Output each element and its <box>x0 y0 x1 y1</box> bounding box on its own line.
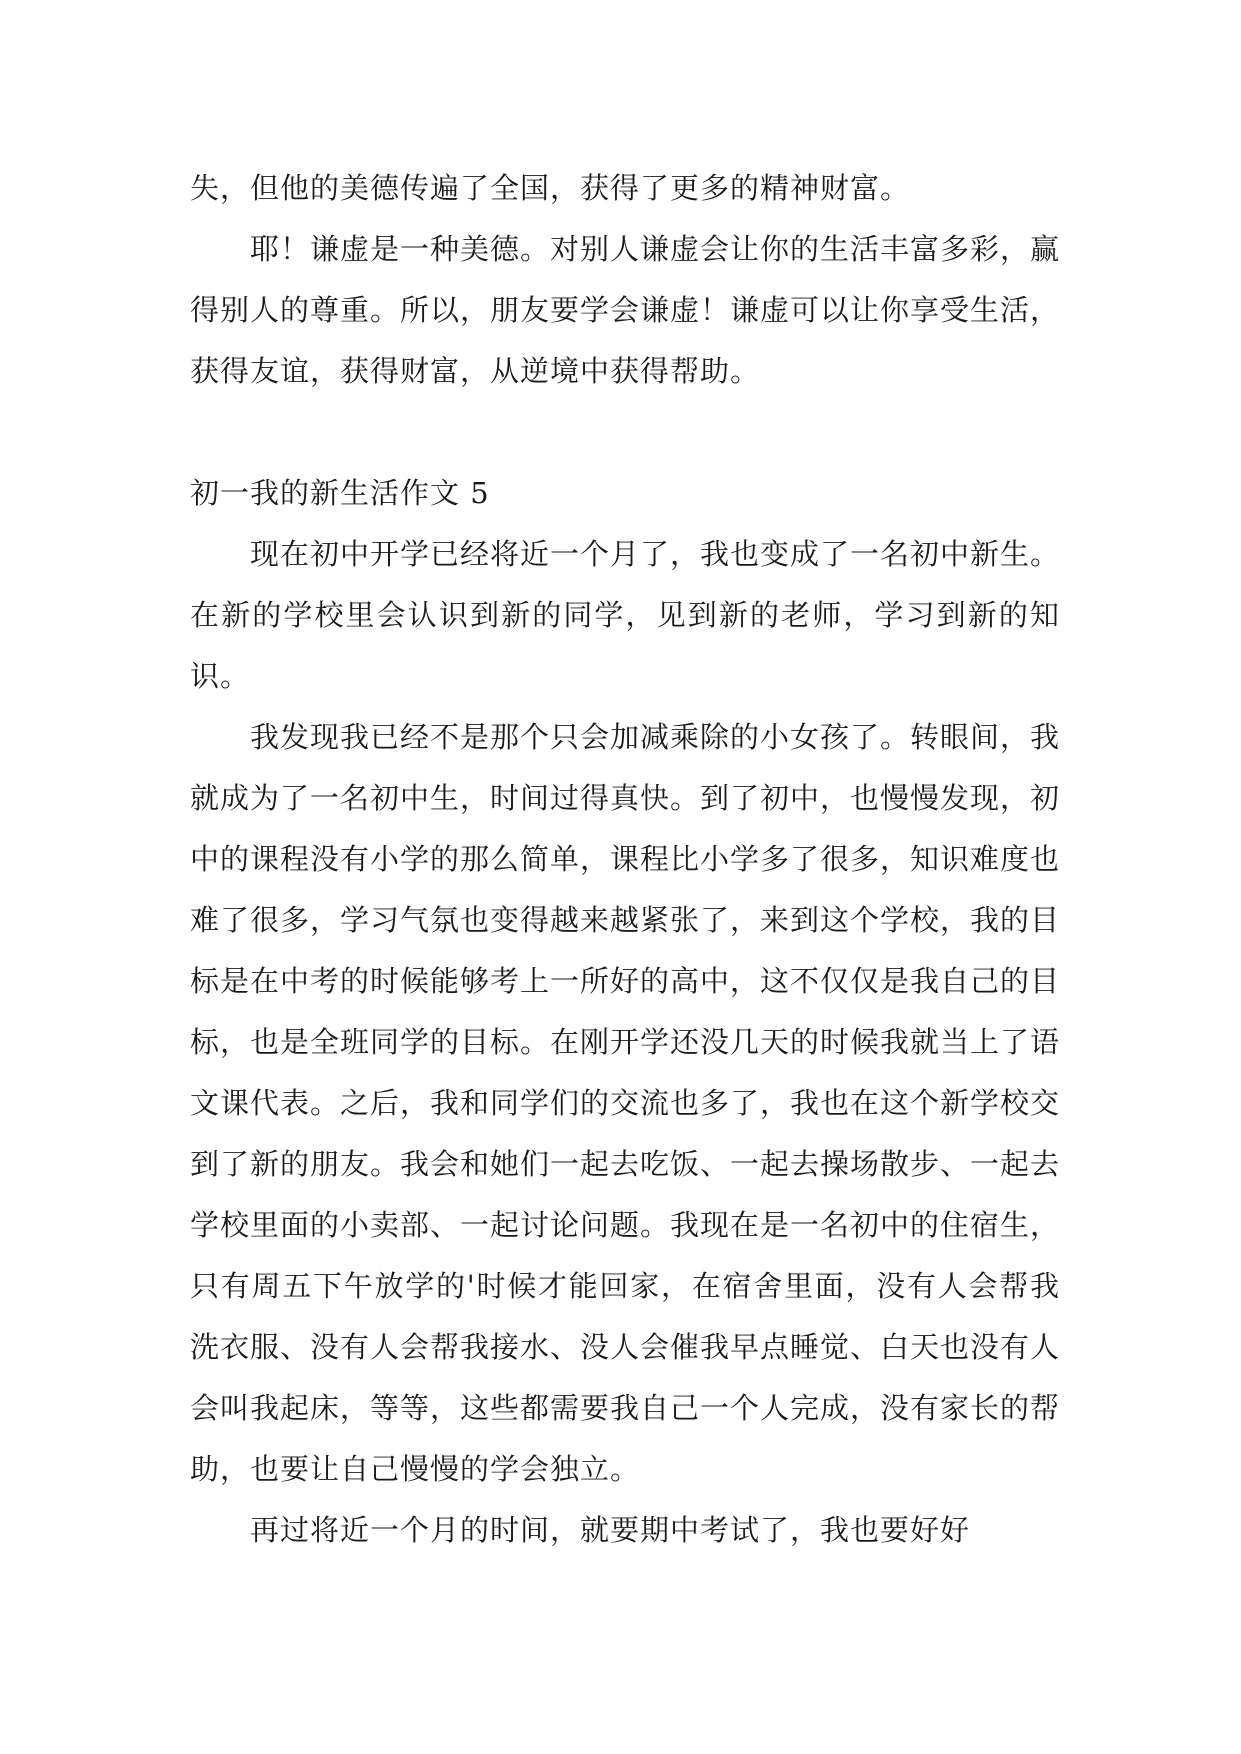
document-body <box>190 158 1060 1561</box>
paragraph-humility: 耶！谦虚是一种美德。对别人谦虚会让你的生活丰富多彩，赢得别人的尊重。所以，朋友要学会谦虚！谦虚可以让你享受生活，获得友谊，获得财富，从逆境中获得帮助。 <box>190 232 1061 388</box>
paragraph-2: 我发现我已经不是那个只会加减乘除的小女孩了。转眼间，我就成为了一名初中生，时间过得真快。到了初中，也慢慢发现，初中的课程没有小学的那么简单，课程比小学多了很多，知识难度也难了很多，学习气氛也变得越来越紧张了，来到这个学校，我的目标是在中考的时候能够考上一所好的高中，这不仅仅是我自己的目标，也是全班同学的目标。在刚开学还没几天的时候我就当上了语文课代表。之后，我和同学们的交流也多了，我也在这个新学校交到了新的朋友。我会和她们一起去吃饭、一起去操场散步、一起去学校里面的小卖部、一起讨论问题。我现在是一名初中的住宿生，只有周五下午放学的'时候才能回家，在宿舍里面，没有人会帮我洗衣服、没有人会帮我接水、没人会催我早点睡觉、白天也没有人会叫我起床，等等，这些都需要我自己一个人完成，没有家长的帮助，也要让自己慢慢的学会独立。 <box>190 720 1061 1486</box>
paragraph-3: 再过将近一个月的时间，就要期中考试了，我也要好好 <box>250 1513 971 1547</box>
section-title: 初一我的新生活作文 5 <box>190 476 490 510</box>
paragraph-continued: 失，但他的美德传遍了全国，获得了更多的精神财富。 <box>190 171 911 205</box>
paragraph-1: 现在初中开学已经将近一个月了，我也变成了一名初中新生。在新的学校里会认识到新的同学，见到新的老师，学习到新的知识。 <box>190 537 1061 693</box>
